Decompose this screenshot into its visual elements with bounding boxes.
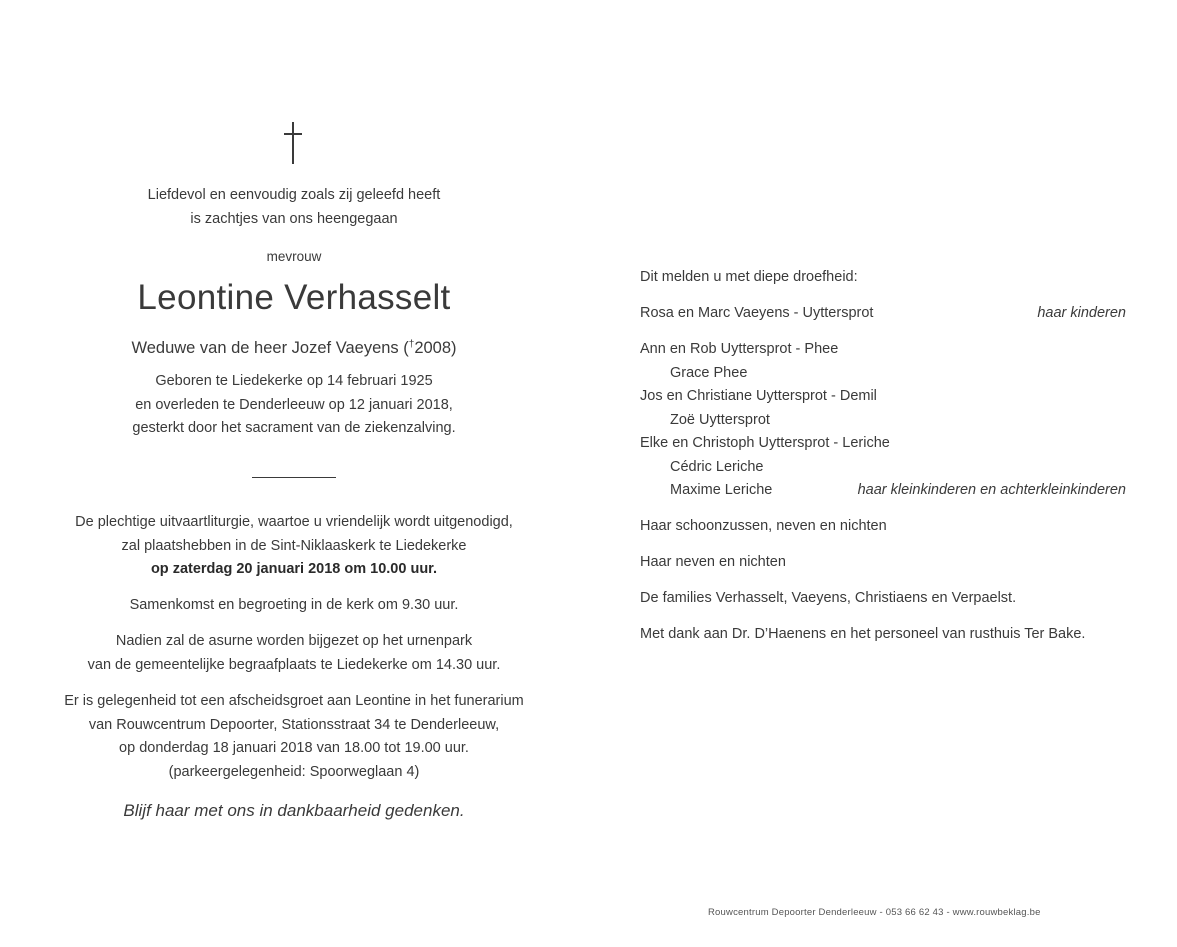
closing-line: Blijf haar met ons in dankbaarheid gedenken. [123,801,465,820]
family-row: Ann en Rob Uyttersprot - Phee [640,341,839,357]
widow-year: 2008) [414,339,457,357]
cousins-line: Haar neven en nichten [640,554,786,570]
family-row: Cédric Leriche [670,458,764,475]
grandchildren-role: haar kleinkinderen en achterkleinkinderen [857,482,1126,498]
birth-line-2: en overleden te Denderleeuw op 12 januari 2018, [135,396,453,413]
intro-text [30,184,558,231]
intro-line-2: is zachtjes van ons heengegaan [190,210,398,227]
children-line [640,302,1126,326]
closing-text [30,799,558,823]
family-row: Elke en Christoph Uyttersprot - Leriche [640,435,890,451]
title-prefix-text: mevrouw [266,249,322,264]
birth-line-1: Geboren te Liedekerke op 14 februari 1925 [155,373,433,389]
birth-line-3: gesterkt door het sacrament van de ziekenzalving. [132,420,456,436]
liturgy-line-1: De plechtige uitvaartliturgie, waartoe u vriendelijk wordt uitgenodigd, [75,514,513,530]
grandchildren-block [640,338,1126,503]
families-line: De families Verhasselt, Vaeyens, Christiaens en Verpaelst. [640,590,1017,606]
farewell-line-4: (parkeergelegenheid: Spoorweglaan 4) [168,763,420,780]
gathering-info [30,594,558,618]
dagger-icon: † [408,339,415,350]
urn-info [30,630,558,677]
family-row: Zoë Uyttersprot [670,411,770,428]
thanks-block [640,623,1126,647]
family-row: Grace Phee [670,364,748,381]
farewell-line-3: op donderdag 18 januari 2018 van 18.00 tot 19.00 uur. [119,740,469,756]
family-row-name: Maxime Leriche [670,482,773,498]
urn-line-2: van de gemeentelijke begraafplaats te Liedekerke om 14.30 uur. [87,656,501,673]
farewell-info [30,690,558,784]
family-row-last [640,479,1126,503]
family-row: Jos en Christiane Uyttersprot - Demil [640,388,877,404]
gathering-line: Samenkomst en begroeting in de kerk om 9.30 uur. [129,597,459,613]
in-laws-line: Haar schoonzussen, neven en nichten [640,518,887,534]
cousins-block [640,551,1126,575]
children-role: haar kinderen [1037,305,1126,321]
farewell-line-2: van Rouwcentrum Depoorter, Stationsstraat 34 te Denderleeuw, [88,716,500,733]
widow-text-main: Weduwe van de heer Jozef Vaeyens ( [131,339,409,357]
divider [252,477,336,478]
announce-line: Dit melden u met diepe droefheid: [640,269,858,285]
families-block [640,587,1126,611]
footer-text: Rouwcentrum Depoorter Denderleeuw - 053 66 62 43 - www.rouwbeklag.be [708,907,1041,918]
farewell-line-1: Er is gelegenheid tot een afscheidsgroet aan Leontine in het funerarium [64,693,524,709]
liturgy-info [30,511,558,582]
title-prefix [30,245,558,269]
deceased-name [30,277,558,319]
liturgy-line-3: op zaterdag 20 januari 2018 om 10.00 uur. [150,561,438,577]
birth-death-info [30,370,558,441]
in-laws-block [640,515,1126,539]
widow-line [30,333,558,360]
urn-line-1: Nadien zal de asurne worden bijgezet op het urnenpark [115,633,473,649]
cross-icon [283,122,303,166]
widow-text [30,333,558,360]
children-name: Rosa en Marc Vaeyens - Uyttersprot [640,305,874,321]
announce-block [640,266,1126,290]
liturgy-line-2: zal plaatshebben in de Sint-Niklaaskerk te Liedekerke [121,537,467,554]
deceased-name-text: Leontine Verhasselt [137,278,451,317]
intro-line-1: Liefdevol en eenvoudig zoals zij geleefd heeft [147,187,441,203]
thanks-line: Met dank aan Dr. D’Haenens en het personeel van rusthuis Ter Bake. [640,626,1086,642]
children-block [640,302,1126,326]
